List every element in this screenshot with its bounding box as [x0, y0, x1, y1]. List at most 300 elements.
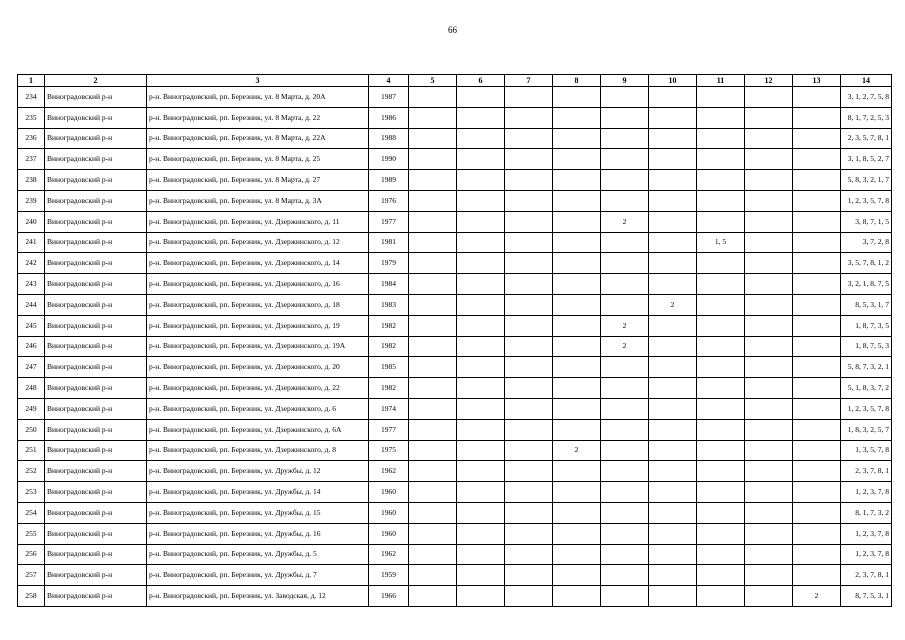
col8-cell	[553, 107, 601, 128]
col11-cell	[697, 294, 745, 315]
register-table	[17, 74, 892, 607]
col14-cell: 1, 2, 3, 7, 8	[841, 482, 892, 503]
col7-cell	[505, 190, 553, 211]
col14-cell: 8, 1, 7, 2, 5, 3	[841, 107, 892, 128]
table-row	[18, 149, 892, 170]
col13-cell	[793, 378, 841, 399]
col7-cell	[505, 502, 553, 523]
col14-cell: 3, 5, 7, 8, 1, 2	[841, 253, 892, 274]
address-cell: р-н. Виноградовский, рп. Березник, ул. Дзержинского, д. 14	[147, 253, 369, 274]
col7-cell	[505, 336, 553, 357]
col5-cell	[409, 232, 457, 253]
column-header-12: 12	[745, 75, 793, 87]
col11-cell	[697, 586, 745, 607]
col10-cell	[649, 378, 697, 399]
area-cell: Виноградовский р-н	[45, 274, 147, 295]
col11-cell	[697, 502, 745, 523]
col10-cell	[649, 523, 697, 544]
col8-cell	[553, 482, 601, 503]
year-cell: 1988	[369, 128, 409, 149]
col7-cell	[505, 398, 553, 419]
address-cell: р-н. Виноградовский, рп. Березник, ул. 8 Марта, д. 27	[147, 170, 369, 191]
table-row	[18, 107, 892, 128]
col7-cell	[505, 294, 553, 315]
row-number: 242	[18, 253, 45, 274]
col13-cell	[793, 107, 841, 128]
area-cell: Виноградовский р-н	[45, 565, 147, 586]
col9-cell	[601, 87, 649, 108]
table-header	[18, 75, 892, 87]
col9-cell	[601, 128, 649, 149]
col14-cell: 1, 8, 7, 3, 5	[841, 315, 892, 336]
year-cell: 1989	[369, 170, 409, 191]
col9-cell	[601, 440, 649, 461]
year-cell: 1960	[369, 502, 409, 523]
col12-cell	[745, 253, 793, 274]
row-number: 246	[18, 336, 45, 357]
table-row	[18, 398, 892, 419]
area-cell: Виноградовский р-н	[45, 190, 147, 211]
col12-cell	[745, 398, 793, 419]
col6-cell	[457, 544, 505, 565]
col5-cell	[409, 482, 457, 503]
table-row	[18, 419, 892, 440]
col11-cell	[697, 419, 745, 440]
row-number: 239	[18, 190, 45, 211]
col7-cell	[505, 232, 553, 253]
year-cell: 1981	[369, 232, 409, 253]
address-cell: р-н. Виноградовский, рп. Березник, ул. Дзержинского, д. 19	[147, 315, 369, 336]
table-row	[18, 336, 892, 357]
col11-cell: 1, 5	[697, 232, 745, 253]
col5-cell	[409, 461, 457, 482]
col14-cell: 5, 1, 8, 3, 7, 2	[841, 378, 892, 399]
address-cell: р-н. Виноградовский, рп. Березник, ул. Дзержинского, д. 19А	[147, 336, 369, 357]
year-cell: 1960	[369, 523, 409, 544]
col8-cell	[553, 378, 601, 399]
col12-cell	[745, 461, 793, 482]
table-row	[18, 586, 892, 607]
address-cell: р-н. Виноградовский, рп. Березник, ул. Дзержинского, д. 6	[147, 398, 369, 419]
col6-cell	[457, 378, 505, 399]
col6-cell	[457, 523, 505, 544]
col14-cell: 3, 8, 7, 1, 5	[841, 211, 892, 232]
col9-cell	[601, 378, 649, 399]
col7-cell	[505, 586, 553, 607]
col5-cell	[409, 586, 457, 607]
year-cell: 1974	[369, 398, 409, 419]
col9-cell	[601, 461, 649, 482]
col8-cell	[553, 502, 601, 523]
col8-cell	[553, 190, 601, 211]
col9-cell	[601, 565, 649, 586]
col13-cell	[793, 294, 841, 315]
col5-cell	[409, 149, 457, 170]
area-cell: Виноградовский р-н	[45, 398, 147, 419]
col9-cell	[601, 232, 649, 253]
col6-cell	[457, 586, 505, 607]
col10-cell	[649, 87, 697, 108]
table-row	[18, 170, 892, 191]
year-cell: 1975	[369, 440, 409, 461]
col12-cell	[745, 336, 793, 357]
address-cell: р-н. Виноградовский, рп. Березник, ул. Дзержинского, д. 16	[147, 274, 369, 295]
col13-cell	[793, 190, 841, 211]
col10-cell	[649, 586, 697, 607]
col12-cell	[745, 128, 793, 149]
row-number: 237	[18, 149, 45, 170]
col8-cell	[553, 586, 601, 607]
column-header-7: 7	[505, 75, 553, 87]
row-number: 244	[18, 294, 45, 315]
area-cell: Виноградовский р-н	[45, 544, 147, 565]
col11-cell	[697, 274, 745, 295]
table-row	[18, 190, 892, 211]
area-cell: Виноградовский р-н	[45, 128, 147, 149]
area-cell: Виноградовский р-н	[45, 440, 147, 461]
col11-cell	[697, 461, 745, 482]
col13-cell	[793, 315, 841, 336]
area-cell: Виноградовский р-н	[45, 357, 147, 378]
col10-cell: 2	[649, 294, 697, 315]
col7-cell	[505, 149, 553, 170]
col7-cell	[505, 107, 553, 128]
col8-cell	[553, 211, 601, 232]
col11-cell	[697, 253, 745, 274]
col14-cell: 1, 2, 3, 5, 7, 8	[841, 190, 892, 211]
col10-cell	[649, 461, 697, 482]
col8-cell	[553, 149, 601, 170]
col6-cell	[457, 107, 505, 128]
col5-cell	[409, 336, 457, 357]
row-number: 249	[18, 398, 45, 419]
col6-cell	[457, 128, 505, 149]
col5-cell	[409, 544, 457, 565]
col11-cell	[697, 544, 745, 565]
col9-cell	[601, 398, 649, 419]
year-cell: 1983	[369, 294, 409, 315]
table-row	[18, 232, 892, 253]
col5-cell	[409, 128, 457, 149]
address-cell: р-н. Виноградовский, рп. Березник, ул. Дружбы, д. 12	[147, 461, 369, 482]
col8-cell	[553, 232, 601, 253]
col11-cell	[697, 107, 745, 128]
col14-cell: 8, 1, 7, 3, 2	[841, 502, 892, 523]
col13-cell	[793, 336, 841, 357]
col5-cell	[409, 274, 457, 295]
col14-cell: 1, 2, 3, 7, 8	[841, 523, 892, 544]
address-cell: р-н. Виноградовский, рп. Березник, ул. Дзержинского, д. 6А	[147, 419, 369, 440]
col14-cell: 8, 7, 5, 3, 1	[841, 586, 892, 607]
col12-cell	[745, 440, 793, 461]
col11-cell	[697, 440, 745, 461]
col10-cell	[649, 315, 697, 336]
column-header-5: 5	[409, 75, 457, 87]
table-row	[18, 565, 892, 586]
col5-cell	[409, 107, 457, 128]
area-cell: Виноградовский р-н	[45, 87, 147, 108]
year-cell: 1990	[369, 149, 409, 170]
col12-cell	[745, 107, 793, 128]
col6-cell	[457, 315, 505, 336]
col8-cell	[553, 315, 601, 336]
area-cell: Виноградовский р-н	[45, 336, 147, 357]
col7-cell	[505, 440, 553, 461]
col14-cell: 1, 2, 3, 7, 8	[841, 544, 892, 565]
col10-cell	[649, 128, 697, 149]
table-row	[18, 378, 892, 399]
col13-cell	[793, 461, 841, 482]
column-header-3: 3	[147, 75, 369, 87]
year-cell: 1977	[369, 419, 409, 440]
col5-cell	[409, 565, 457, 586]
col11-cell	[697, 211, 745, 232]
col13-cell	[793, 253, 841, 274]
col7-cell	[505, 128, 553, 149]
area-cell: Виноградовский р-н	[45, 502, 147, 523]
year-cell: 1982	[369, 336, 409, 357]
row-number: 236	[18, 128, 45, 149]
col11-cell	[697, 315, 745, 336]
row-number: 240	[18, 211, 45, 232]
col9-cell	[601, 253, 649, 274]
col11-cell	[697, 87, 745, 108]
area-cell: Виноградовский р-н	[45, 107, 147, 128]
column-header-2: 2	[45, 75, 147, 87]
address-cell: р-н. Виноградовский, рп. Березник, ул. Заводская, д. 12	[147, 586, 369, 607]
col5-cell	[409, 294, 457, 315]
table-row	[18, 502, 892, 523]
col9-cell: 2	[601, 315, 649, 336]
col7-cell	[505, 461, 553, 482]
area-cell: Виноградовский р-н	[45, 232, 147, 253]
col6-cell	[457, 211, 505, 232]
col9-cell	[601, 149, 649, 170]
col10-cell	[649, 419, 697, 440]
col6-cell	[457, 294, 505, 315]
row-number: 238	[18, 170, 45, 191]
table-row	[18, 440, 892, 461]
col14-cell: 2, 3, 7, 8, 1	[841, 565, 892, 586]
col8-cell	[553, 398, 601, 419]
col11-cell	[697, 357, 745, 378]
address-cell: р-н. Виноградовский, рп. Березник, ул. 8 Марта, д. 20А	[147, 87, 369, 108]
col8-cell	[553, 170, 601, 191]
col9-cell	[601, 170, 649, 191]
col10-cell	[649, 440, 697, 461]
col14-cell: 8, 5, 3, 1, 7	[841, 294, 892, 315]
col12-cell	[745, 232, 793, 253]
page-number: 66	[448, 25, 457, 35]
col8-cell	[553, 128, 601, 149]
col9-cell	[601, 586, 649, 607]
table-row	[18, 128, 892, 149]
col11-cell	[697, 482, 745, 503]
col14-cell: 1, 8, 3, 2, 5, 7	[841, 419, 892, 440]
col7-cell	[505, 378, 553, 399]
year-cell: 1977	[369, 211, 409, 232]
column-header-4: 4	[369, 75, 409, 87]
col11-cell	[697, 170, 745, 191]
col5-cell	[409, 378, 457, 399]
row-number: 250	[18, 419, 45, 440]
table-row	[18, 253, 892, 274]
row-number: 255	[18, 523, 45, 544]
col7-cell	[505, 170, 553, 191]
row-number: 254	[18, 502, 45, 523]
year-cell: 1982	[369, 378, 409, 399]
area-cell: Виноградовский р-н	[45, 523, 147, 544]
area-cell: Виноградовский р-н	[45, 149, 147, 170]
column-header-1: 1	[18, 75, 45, 87]
col7-cell	[505, 523, 553, 544]
col13-cell	[793, 149, 841, 170]
col9-cell	[601, 523, 649, 544]
col8-cell: 2	[553, 440, 601, 461]
col9-cell	[601, 544, 649, 565]
col6-cell	[457, 440, 505, 461]
col5-cell	[409, 440, 457, 461]
col13-cell	[793, 544, 841, 565]
address-cell: р-н. Виноградовский, рп. Березник, ул. Дружбы, д. 15	[147, 502, 369, 523]
col5-cell	[409, 398, 457, 419]
col12-cell	[745, 190, 793, 211]
col13-cell	[793, 523, 841, 544]
col14-cell: 1, 8, 7, 5, 3	[841, 336, 892, 357]
col14-cell: 1, 2, 3, 5, 7, 8	[841, 398, 892, 419]
col12-cell	[745, 565, 793, 586]
year-cell: 1962	[369, 544, 409, 565]
col6-cell	[457, 170, 505, 191]
col12-cell	[745, 87, 793, 108]
col13-cell: 2	[793, 586, 841, 607]
col13-cell	[793, 357, 841, 378]
address-cell: р-н. Виноградовский, рп. Березник, ул. Дзержинского, д. 8	[147, 440, 369, 461]
area-cell: Виноградовский р-н	[45, 461, 147, 482]
area-cell: Виноградовский р-н	[45, 211, 147, 232]
col7-cell	[505, 544, 553, 565]
col12-cell	[745, 294, 793, 315]
row-number: 256	[18, 544, 45, 565]
col8-cell	[553, 544, 601, 565]
year-cell: 1976	[369, 190, 409, 211]
col8-cell	[553, 336, 601, 357]
col11-cell	[697, 565, 745, 586]
address-cell: р-н. Виноградовский, рп. Березник, ул. 8 Марта, д. 25	[147, 149, 369, 170]
col6-cell	[457, 461, 505, 482]
row-number: 247	[18, 357, 45, 378]
col14-cell: 3, 2, 1, 8, 7, 5	[841, 274, 892, 295]
col10-cell	[649, 274, 697, 295]
row-number: 245	[18, 315, 45, 336]
col8-cell	[553, 294, 601, 315]
col8-cell	[553, 253, 601, 274]
table-body	[18, 87, 892, 607]
column-header-14: 14	[841, 75, 892, 87]
col12-cell	[745, 523, 793, 544]
col10-cell	[649, 482, 697, 503]
col11-cell	[697, 336, 745, 357]
col6-cell	[457, 357, 505, 378]
address-cell: р-н. Виноградовский, рп. Березник, ул. 8 Марта, д. 22	[147, 107, 369, 128]
row-number: 248	[18, 378, 45, 399]
address-cell: р-н. Виноградовский, рп. Березник, ул. Дзержинского, д. 12	[147, 232, 369, 253]
column-header-10: 10	[649, 75, 697, 87]
col13-cell	[793, 211, 841, 232]
col5-cell	[409, 87, 457, 108]
col5-cell	[409, 211, 457, 232]
col7-cell	[505, 211, 553, 232]
col11-cell	[697, 378, 745, 399]
column-header-8: 8	[553, 75, 601, 87]
col13-cell	[793, 274, 841, 295]
column-header-6: 6	[457, 75, 505, 87]
col7-cell	[505, 274, 553, 295]
col12-cell	[745, 315, 793, 336]
row-number: 257	[18, 565, 45, 586]
col13-cell	[793, 170, 841, 191]
address-cell: р-н. Виноградовский, рп. Березник, ул. 8 Марта, д. 3А	[147, 190, 369, 211]
col14-cell: 5, 8, 7, 3, 2, 1	[841, 357, 892, 378]
col7-cell	[505, 315, 553, 336]
col13-cell	[793, 502, 841, 523]
col7-cell	[505, 87, 553, 108]
address-cell: р-н. Виноградовский, рп. Березник, ул. Дружбы, д. 5	[147, 544, 369, 565]
col9-cell	[601, 274, 649, 295]
col12-cell	[745, 170, 793, 191]
address-cell: р-н. Виноградовский, рп. Березник, ул. Дзержинского, д. 20	[147, 357, 369, 378]
row-number: 253	[18, 482, 45, 503]
col6-cell	[457, 149, 505, 170]
col6-cell	[457, 274, 505, 295]
table-row	[18, 294, 892, 315]
column-header-11: 11	[697, 75, 745, 87]
year-cell: 1986	[369, 107, 409, 128]
col12-cell	[745, 419, 793, 440]
col6-cell	[457, 232, 505, 253]
col9-cell	[601, 294, 649, 315]
address-cell: р-н. Виноградовский, рп. Березник, ул. Дружбы, д. 16	[147, 523, 369, 544]
col13-cell	[793, 87, 841, 108]
row-number: 234	[18, 87, 45, 108]
area-cell: Виноградовский р-н	[45, 315, 147, 336]
col5-cell	[409, 502, 457, 523]
col13-cell	[793, 398, 841, 419]
area-cell: Виноградовский р-н	[45, 253, 147, 274]
col11-cell	[697, 523, 745, 544]
address-cell: р-н. Виноградовский, рп. Березник, ул. 8 Марта, д. 22А	[147, 128, 369, 149]
col11-cell	[697, 398, 745, 419]
col12-cell	[745, 274, 793, 295]
area-cell: Виноградовский р-н	[45, 170, 147, 191]
column-header-9: 9	[601, 75, 649, 87]
col10-cell	[649, 544, 697, 565]
col7-cell	[505, 482, 553, 503]
year-cell: 1966	[369, 586, 409, 607]
col8-cell	[553, 87, 601, 108]
table-row	[18, 274, 892, 295]
table-row	[18, 482, 892, 503]
col14-cell: 3, 1, 8, 5, 2, 7	[841, 149, 892, 170]
col13-cell	[793, 440, 841, 461]
col14-cell: 1, 3, 5, 7, 8	[841, 440, 892, 461]
col12-cell	[745, 211, 793, 232]
col10-cell	[649, 232, 697, 253]
col5-cell	[409, 357, 457, 378]
col9-cell	[601, 107, 649, 128]
col10-cell	[649, 565, 697, 586]
col13-cell	[793, 232, 841, 253]
